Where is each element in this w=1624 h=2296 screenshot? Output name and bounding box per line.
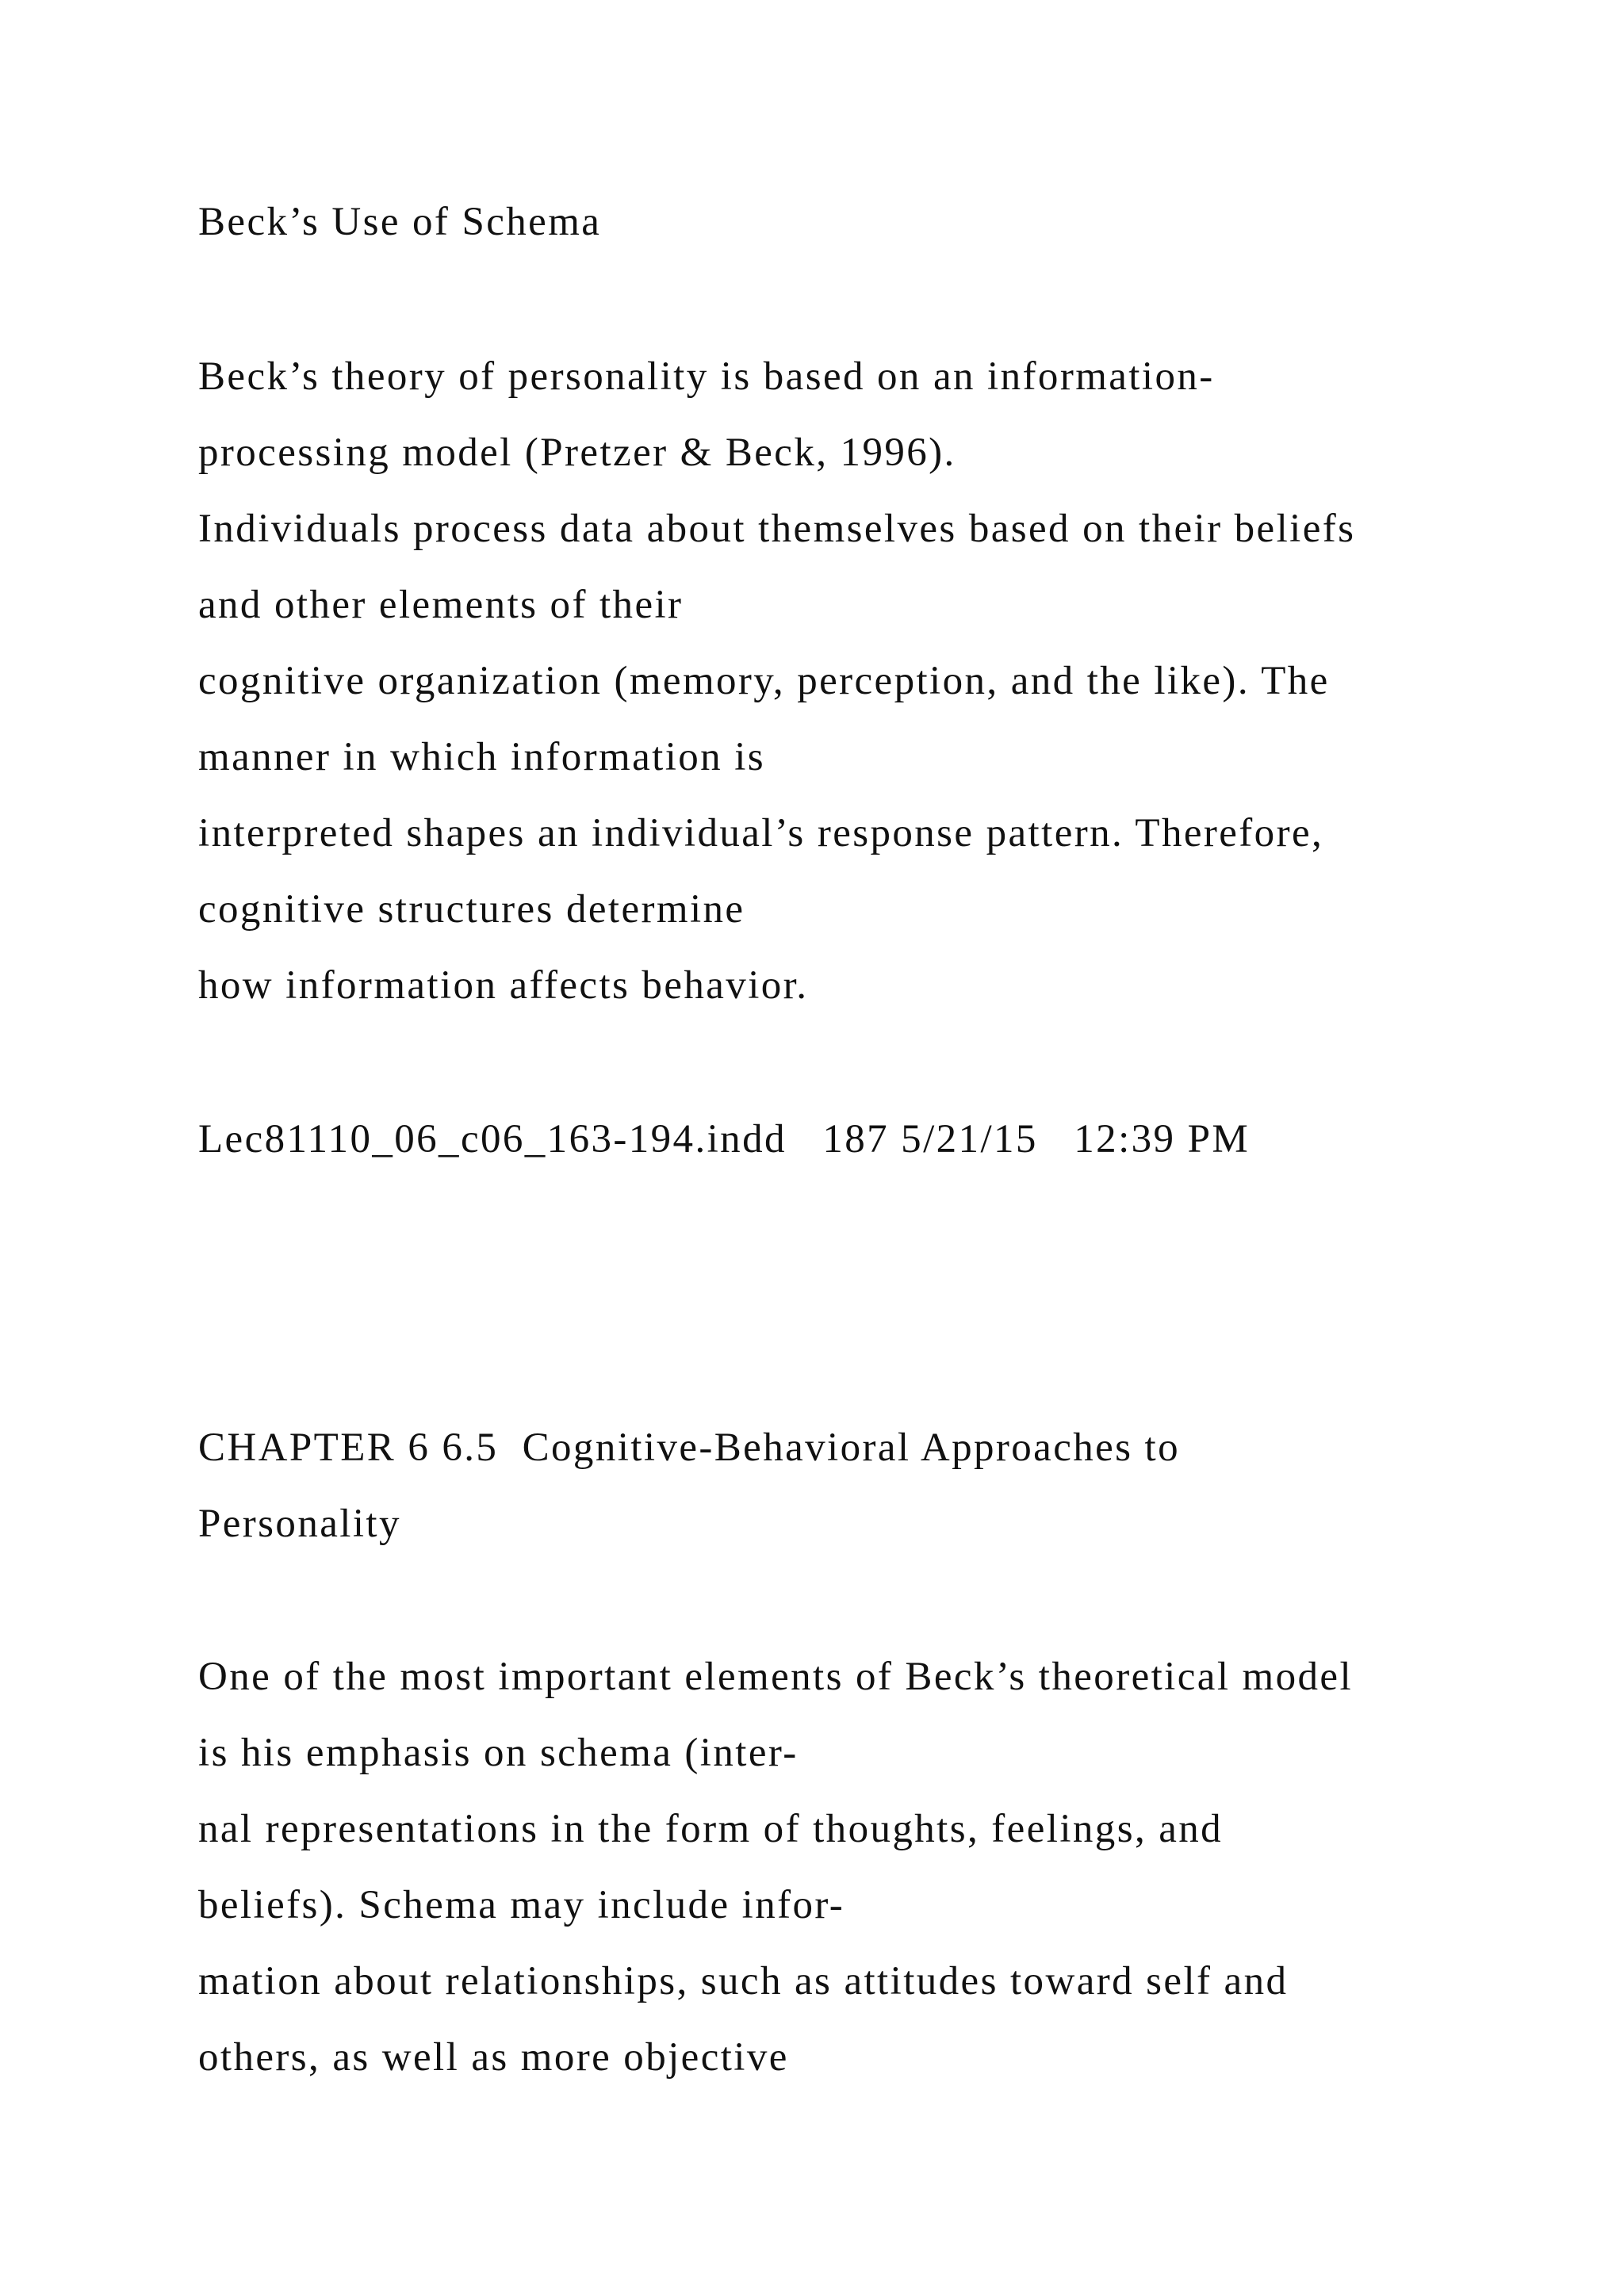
paragraph-2-line-1: One of the most important elements of Beck’s theoretical model xyxy=(198,1655,1354,1699)
file-slug: Lec81110_06_c06_163-194.indd 187 5/21/15 12:39 PM xyxy=(198,1117,1251,1161)
paragraph-2-line-4: beliefs). Schema may include infor- xyxy=(198,1883,845,1927)
paragraph-1-line-6: manner in which information is xyxy=(198,735,766,779)
paragraph-1-line-9: how information affects behavior. xyxy=(198,963,809,1008)
paragraph-1-line-8: cognitive structures determine xyxy=(198,887,745,932)
paragraph-2-line-2: is his emphasis on schema (inter- xyxy=(198,1731,799,1775)
section-heading: Beck’s Use of Schema xyxy=(198,200,602,244)
paragraph-1-line-5: cognitive organization (memory, perception, and the like). The xyxy=(198,659,1330,703)
paragraph-1-line-2: processing model (Pretzer & Beck, 1996). xyxy=(198,430,956,475)
paragraph-1-line-1: Beck’s theory of personality is based on an information- xyxy=(198,354,1215,399)
paragraph-2-line-6: others, as well as more objective xyxy=(198,2035,789,2080)
chapter-header-line-1: CHAPTER 6 6.5 Cognitive-Behavioral Approaches to xyxy=(198,1425,1181,1470)
chapter-header-line-2: Personality xyxy=(198,1502,401,1546)
paragraph-2-line-3: nal representations in the form of thoughts, feelings, and xyxy=(198,1807,1224,1851)
paragraph-1-line-7: interpreted shapes an individual’s response pattern. Therefore, xyxy=(198,811,1324,855)
paragraph-1-line-3: Individuals process data about themselves based on their beliefs xyxy=(198,507,1356,551)
paragraph-2-line-5: mation about relationships, such as attitudes toward self and xyxy=(198,1959,1289,2003)
paragraph-1-line-4: and other elements of their xyxy=(198,583,684,627)
